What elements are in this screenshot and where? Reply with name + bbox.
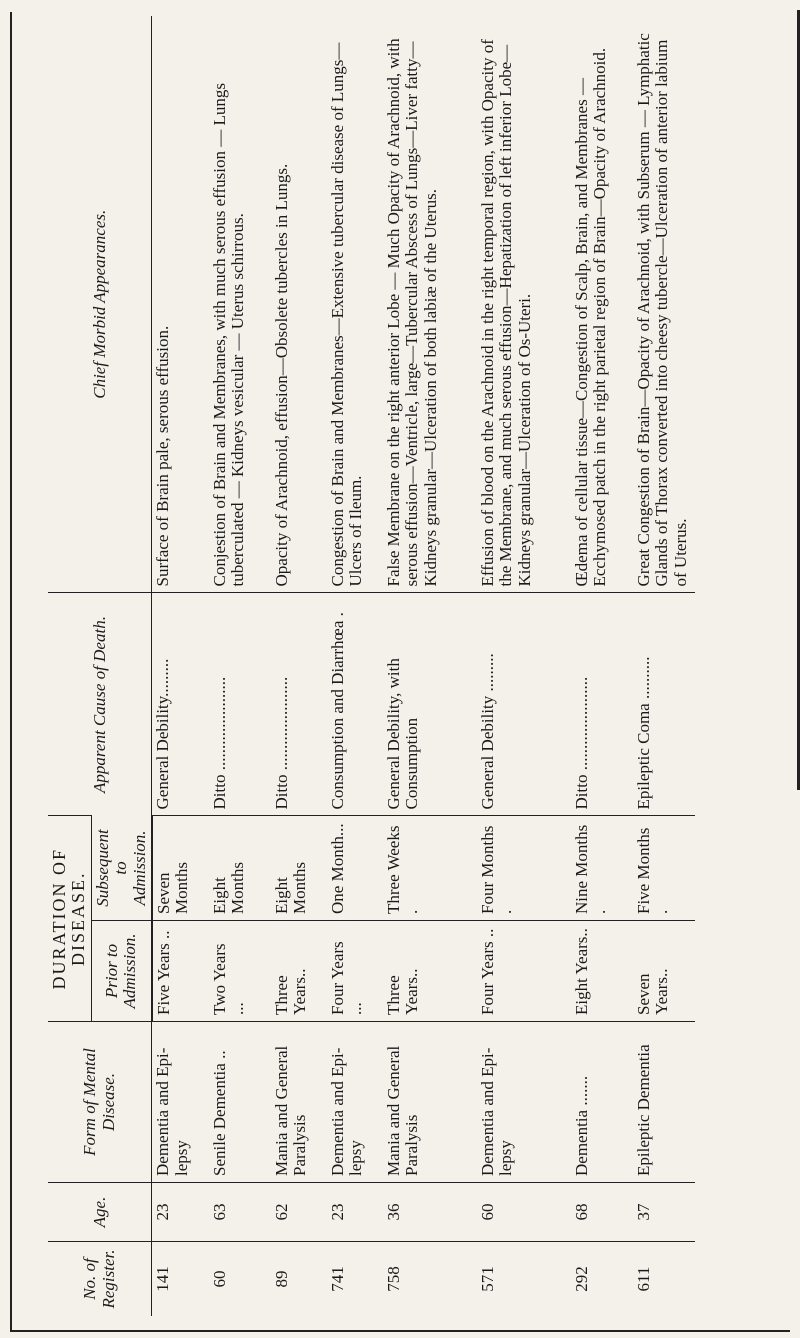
header-subsequent: Subsequent to Admission. [91, 816, 152, 921]
prior-cell: Four Years ... [327, 921, 383, 1022]
form-cell: Mania and General Paralysis [271, 1022, 327, 1183]
subsequent-cell: One Month... [327, 816, 383, 921]
subsequent-cell: Eight Months [271, 816, 327, 921]
prior-cell: Two Years ... [209, 921, 271, 1022]
form-cell: Dementia and Epi-lepsy [477, 1022, 571, 1183]
form-cell: Mania and General Paralysis [383, 1022, 477, 1183]
prior-cell: Seven Years.. [633, 921, 695, 1022]
table-row [152, 16, 209, 1316]
register-cell: 741 [327, 1242, 383, 1317]
subsequent-cell: Four Months . [477, 816, 571, 921]
left-rule [10, 1330, 790, 1332]
table-row [383, 16, 477, 1316]
appearances-cell: Great Congestion of Brain—Opacity of Arachnoid, with Subserum — Lymphatic Glands of Thorax converted into cheesy tubercle—Ulceration of anterior labium of Uterus. [633, 33, 690, 587]
subsequent-cell: Nine Months . [571, 816, 633, 921]
table-row [271, 16, 327, 1316]
header-duration: DURATION OF DISEASE. [48, 816, 91, 1022]
table-row [633, 16, 695, 1316]
cause-cell: Ditto ...................... [271, 593, 327, 816]
register-cell: 141 [152, 1242, 209, 1317]
subsequent-cell: Five Months . [633, 816, 695, 921]
form-cell: Epileptic Dementia [633, 1022, 695, 1183]
age-cell: 37 [633, 1183, 695, 1242]
prior-cell: Three Years.. [271, 921, 327, 1022]
age-cell: 36 [383, 1183, 477, 1242]
register-cell: 611 [633, 1242, 695, 1317]
header-register: No. of Register. [48, 1242, 152, 1317]
cause-cell: Epileptic Coma .......... [633, 593, 695, 816]
cause-cell: General Debility ......... [477, 593, 571, 816]
form-cell: Dementia and Epi-lepsy [152, 1022, 209, 1183]
age-cell: 62 [271, 1183, 327, 1242]
cause-cell: Ditto ...................... [209, 593, 271, 816]
appearances-cell: Effusion of blood on the Arachnoid in the right temporal region, with Opacity of the Membrane, and much serous effusion—Hepatization of left inferior Lobe—Kidneys granular—Ulceration of Os-Uteri. [477, 39, 534, 587]
mortality-table [48, 16, 695, 1316]
header-appearances: Chief Morbid Appearances. [48, 16, 152, 593]
register-cell: 758 [383, 1242, 477, 1317]
age-cell: 23 [327, 1183, 383, 1242]
age-cell: 68 [571, 1183, 633, 1242]
cause-cell: General Debility......... [152, 593, 209, 816]
header-form: Form of Mental Disease. [48, 1022, 152, 1183]
register-cell: 60 [209, 1242, 271, 1317]
form-cell: Senile Dementia .. [209, 1022, 271, 1183]
cause-cell: Ditto ...................... [571, 593, 633, 816]
appearances-cell: False Membrane on the right anterior Lobe — Much Opacity of Arachnoid, with serous effusion—Ventricle, large—Tubercular Abscess of Lungs—Liver fatty—Kidneys granular—Ulceration of both labiæ of the Uterus. [383, 38, 440, 587]
table-row [571, 16, 633, 1316]
cause-cell: Consumption and Diarrhœa . [327, 593, 383, 816]
subsequent-cell: Seven Months [152, 816, 209, 921]
register-cell: 571 [477, 1242, 571, 1317]
appearances-cell: Conjestion of Brain and Membranes, with much serous effusion — Lungs tuberculated — Kidneys vesicular — Uterus schirrous. [209, 83, 248, 587]
register-cell: 89 [271, 1242, 327, 1317]
appearances-cell: Congestion of Brain and Membranes—Extensive tubercular disease of Lungs—Ulcers of Ileum. [327, 42, 366, 587]
prior-cell: Four Years .. [477, 921, 571, 1022]
age-cell: 60 [477, 1183, 571, 1242]
age-cell: 23 [152, 1183, 209, 1242]
register-cell: 292 [571, 1242, 633, 1317]
top-rule [10, 12, 12, 1332]
age-cell: 63 [209, 1183, 271, 1242]
prior-cell: Three Years.. [383, 921, 477, 1022]
header-prior: Prior to Admission. [91, 921, 152, 1022]
header-cause: Apparent Cause of Death. [48, 593, 152, 816]
appearances-cell: Opacity of Arachnoid, effusion—Obsolete tubercles in Lungs. [271, 163, 291, 587]
cause-cell: General Debility, with Consumption [383, 593, 477, 816]
appearances-cell: Surface of Brain pale, serous effusion. [153, 325, 173, 587]
form-cell: Dementia ....... [571, 1022, 633, 1183]
table-row [327, 16, 383, 1316]
form-cell: Dementia and Epi-lepsy [327, 1022, 383, 1183]
prior-cell: Eight Years.. [571, 921, 633, 1022]
subsequent-cell: Eight Months [209, 816, 271, 921]
subsequent-cell: Three Weeks . [383, 816, 477, 921]
prior-cell: Five Years .. [152, 921, 209, 1022]
header-age: Age. [48, 1183, 152, 1242]
table-row [477, 16, 571, 1316]
table-row [209, 16, 271, 1316]
appearances-cell: Œdema of cellular tissue—Congestion of Scalp, Brain, and Membranes — Ecchymosed patch in the right parietal region of Brain—Opacity of Arachnoid. [571, 47, 610, 587]
